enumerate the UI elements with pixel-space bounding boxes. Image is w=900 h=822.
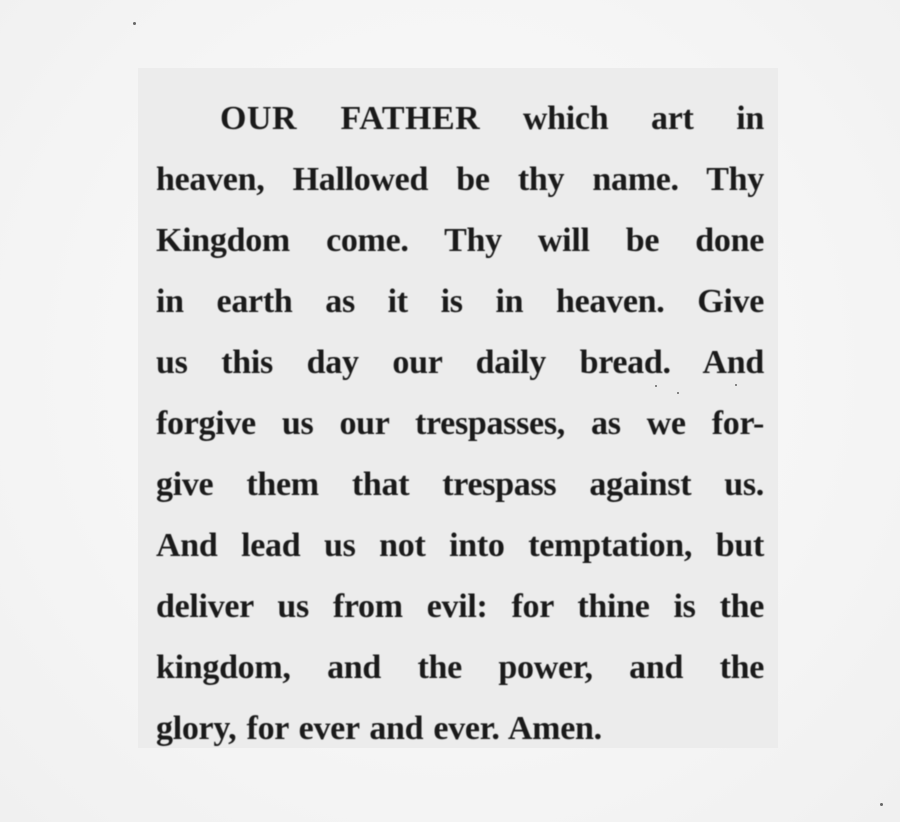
prayer-line-11: glory, for ever and ever. Amen.	[156, 710, 602, 747]
prayer-line-10: kingdom, and the power, and the	[156, 649, 764, 686]
prayer-line-6: forgive us our trespasses, as we for-	[156, 405, 764, 442]
prayer-line-1-text: which art in	[522, 100, 765, 137]
dust-speck	[677, 392, 679, 394]
prayer-line-5: us this day our daily bread. And	[156, 344, 764, 381]
dust-speck	[655, 385, 657, 387]
prayer-line-3: Kingdom come. Thy will be done	[156, 222, 764, 259]
dust-speck	[880, 803, 883, 806]
prayer-opening-caps: OUR FATHER	[220, 100, 481, 137]
prayer-text-block	[138, 68, 778, 748]
dust-speck	[735, 384, 737, 386]
prayer-line-8: And lead us not into temptation, but	[156, 527, 764, 564]
dust-speck	[133, 22, 136, 25]
prayer-line-7: give them that trespass against us.	[156, 466, 764, 503]
prayer-line-4: in earth as it is in heaven. Give	[156, 283, 764, 320]
prayer-line-1	[156, 88, 764, 149]
prayer-line-9: deliver us from evil: for thine is the	[156, 588, 764, 625]
prayer-line-2: heaven, Hallowed be thy name. Thy	[156, 161, 764, 198]
